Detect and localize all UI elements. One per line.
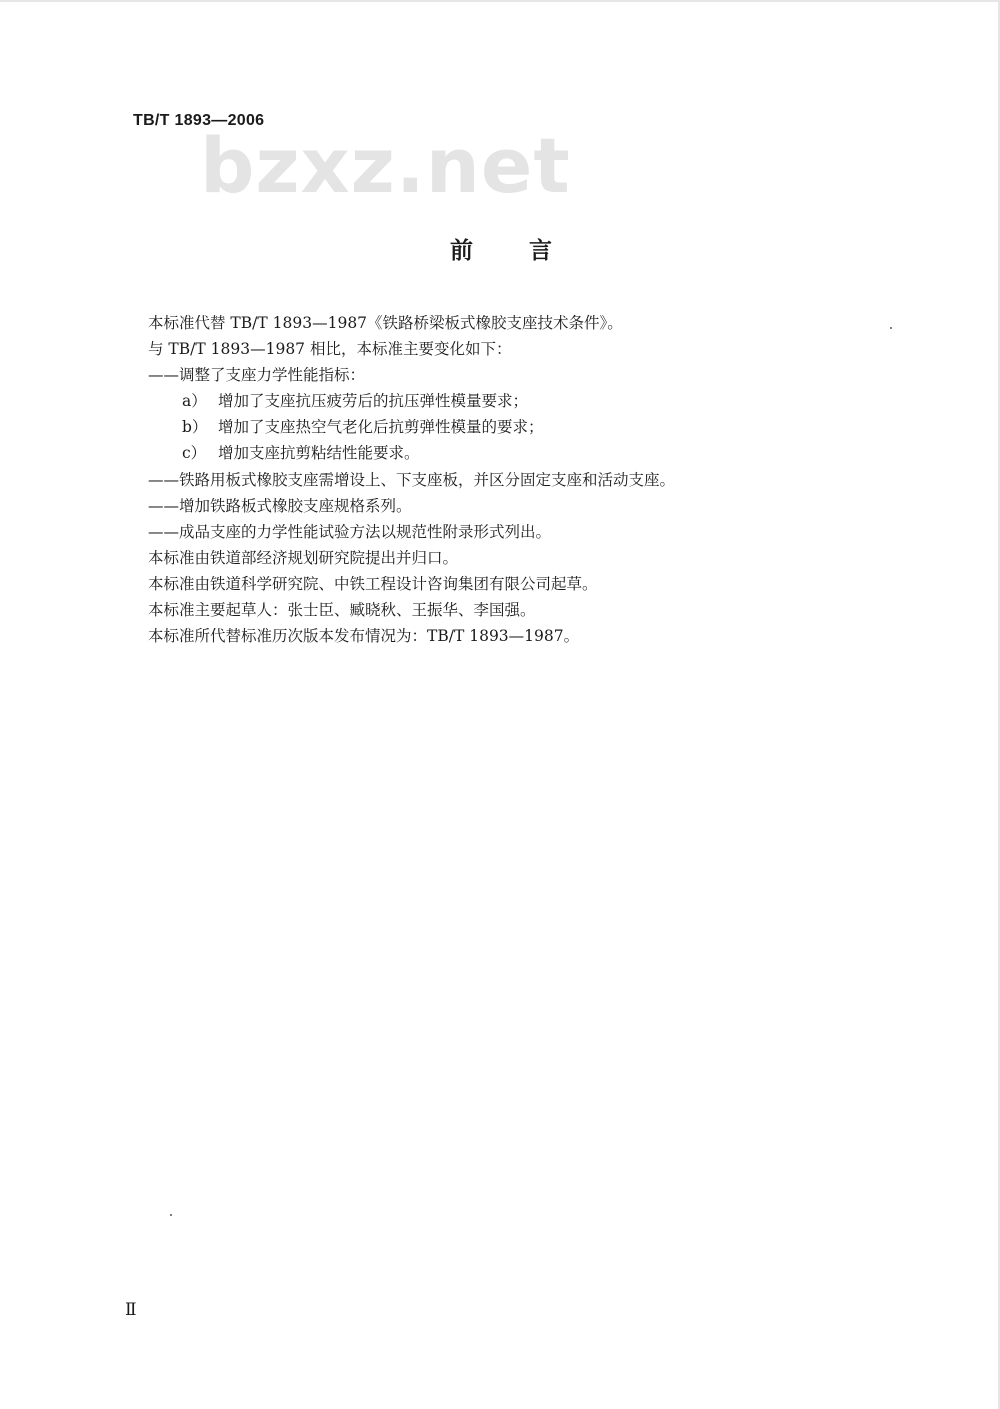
body-line: ——增加铁路板式橡胶支座规格系列。 xyxy=(148,496,412,515)
body-line: ——调整了支座力学性能指标： xyxy=(148,366,366,385)
list-item-label: a） xyxy=(182,392,207,411)
section-title: 前言 xyxy=(450,238,608,264)
foreword-body xyxy=(148,310,928,649)
body-line: ——成品支座的力学性能试验方法以规范性附录形式列出。 xyxy=(148,522,552,541)
list-item xyxy=(148,414,928,440)
list-item-label: c） xyxy=(182,444,207,463)
page-top-edge xyxy=(0,0,1000,2)
body-line: ——铁路用板式橡胶支座需增设上、下支座板，并区分固定支座和活动支座。 xyxy=(148,470,676,489)
scan-speck xyxy=(170,1214,172,1216)
body-line: 本标准代替 TB/T 1893—1987《铁路桥梁板式橡胶支座技术条件》。 xyxy=(148,314,623,332)
scan-speck xyxy=(890,327,892,329)
standard-code: TB/T 1893—2006 xyxy=(133,112,265,129)
body-line: 与 TB/T 1893—1987 相比，本标准主要变化如下： xyxy=(148,340,512,359)
watermark: bzxz.net xyxy=(200,121,571,210)
list-item-label: b） xyxy=(182,418,208,437)
body-line: 本标准由铁道科学研究院、中铁工程设计咨询集团有限公司起草。 xyxy=(148,574,598,593)
body-line: 本标准所代替标准历次版本发布情况为：TB/T 1893—1987。 xyxy=(148,627,580,646)
list-item-text: 增加了支座热空气老化后抗剪弹性模量的要求； xyxy=(218,418,544,437)
body-line: 本标准主要起草人：张士臣、臧晓秋、王振华、李国强。 xyxy=(148,601,536,620)
list-item-text: 增加了支座抗压疲劳后的抗压弹性模量要求； xyxy=(218,392,529,411)
list-item xyxy=(148,388,928,414)
list-item-text: 增加支座抗剪粘结性能要求。 xyxy=(218,444,420,463)
page-number: Ⅱ xyxy=(125,1300,137,1320)
list-item xyxy=(148,440,928,466)
body-line: 本标准由铁道部经济规划研究院提出并归口。 xyxy=(148,548,459,567)
